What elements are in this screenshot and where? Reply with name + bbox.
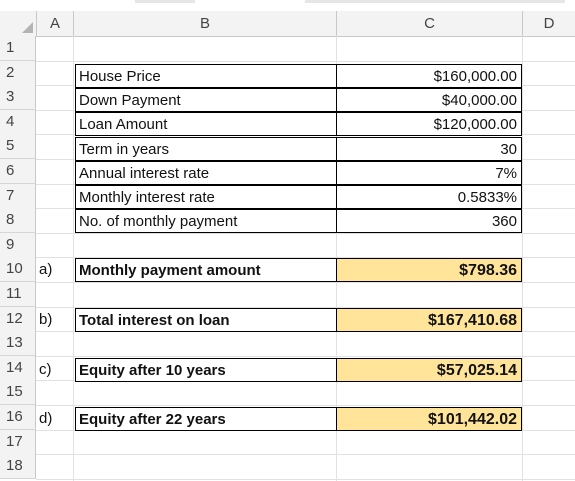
row-header[interactable]: 6: [0, 159, 36, 184]
label-num-payments[interactable]: No. of monthly payment: [75, 209, 337, 233]
row-gridline: [36, 282, 575, 283]
value-house-price[interactable]: $160,000.00: [336, 64, 522, 88]
row-gridline: [36, 405, 575, 406]
label-equity-22[interactable]: Equity after 22 years: [75, 407, 337, 431]
label-down-payment[interactable]: Down Payment: [75, 88, 337, 112]
value-monthly-rate[interactable]: 0.5833%: [336, 185, 522, 209]
label-house-price[interactable]: House Price: [75, 64, 337, 88]
part-label-b[interactable]: b): [39, 311, 53, 328]
label-term-years[interactable]: Term in years: [75, 137, 337, 161]
column-header-d[interactable]: D: [543, 15, 555, 32]
select-all-triangle-icon: [22, 22, 33, 33]
label-total-interest[interactable]: Total interest on loan: [75, 308, 337, 332]
part-label-d[interactable]: d): [39, 410, 53, 427]
column-header-row: [0, 11, 575, 37]
label-equity-10[interactable]: Equity after 10 years: [75, 358, 337, 382]
row-header[interactable]: 11: [0, 282, 36, 307]
row-header[interactable]: 5: [0, 134, 36, 159]
label-monthly-rate[interactable]: Monthly interest rate: [75, 185, 337, 209]
column-header-c[interactable]: C: [337, 11, 523, 36]
ribbon-edge: [0, 0, 575, 11]
value-term-years[interactable]: 30: [336, 137, 522, 161]
column-header-a[interactable]: A: [37, 11, 74, 36]
row-header[interactable]: 12: [0, 307, 36, 332]
row-header[interactable]: 18: [0, 454, 36, 479]
value-equity-22[interactable]: $101,442.02: [336, 407, 522, 431]
row-header[interactable]: 2: [0, 61, 36, 86]
select-all-button[interactable]: [0, 11, 37, 36]
row-header[interactable]: 15: [0, 380, 36, 405]
value-annual-rate[interactable]: 7%: [336, 161, 522, 185]
label-monthly-payment[interactable]: Monthly payment amount: [75, 258, 337, 282]
row-gridline: [36, 356, 575, 357]
value-equity-10[interactable]: $57,025.14: [336, 358, 522, 382]
value-total-interest[interactable]: $167,410.68: [336, 308, 522, 332]
ribbon-tab-ghost: [305, 0, 565, 3]
row-header[interactable]: 1: [0, 36, 36, 61]
row-header[interactable]: 7: [0, 184, 36, 209]
row-gridline: [36, 61, 575, 62]
row-header[interactable]: 9: [0, 233, 36, 258]
label-loan-amount[interactable]: Loan Amount: [75, 112, 337, 136]
column-gridline: [522, 36, 523, 481]
value-monthly-payment[interactable]: $798.36: [336, 258, 522, 282]
row-header[interactable]: 14: [0, 356, 36, 381]
value-num-payments[interactable]: 360: [336, 209, 522, 233]
row-header[interactable]: 3: [0, 85, 36, 110]
row-header[interactable]: 8: [0, 208, 36, 233]
column-gridline: [73, 36, 74, 481]
value-down-payment[interactable]: $40,000.00: [336, 88, 522, 112]
row-header[interactable]: 4: [0, 110, 36, 135]
column-header-b[interactable]: B: [74, 11, 337, 36]
row-gridline: [36, 454, 575, 455]
part-label-c[interactable]: c): [39, 361, 52, 378]
row-header[interactable]: 13: [0, 331, 36, 356]
row-header[interactable]: 16: [0, 405, 36, 430]
row-gridline: [36, 233, 575, 234]
part-label-a[interactable]: a): [39, 261, 53, 278]
value-loan-amount[interactable]: $120,000.00: [336, 112, 522, 136]
row-header[interactable]: 17: [0, 430, 36, 455]
ribbon-tab-ghost: [135, 0, 195, 3]
row-header[interactable]: 10: [0, 257, 36, 282]
row-gridline: [36, 479, 575, 480]
label-annual-rate[interactable]: Annual interest rate: [75, 161, 337, 185]
